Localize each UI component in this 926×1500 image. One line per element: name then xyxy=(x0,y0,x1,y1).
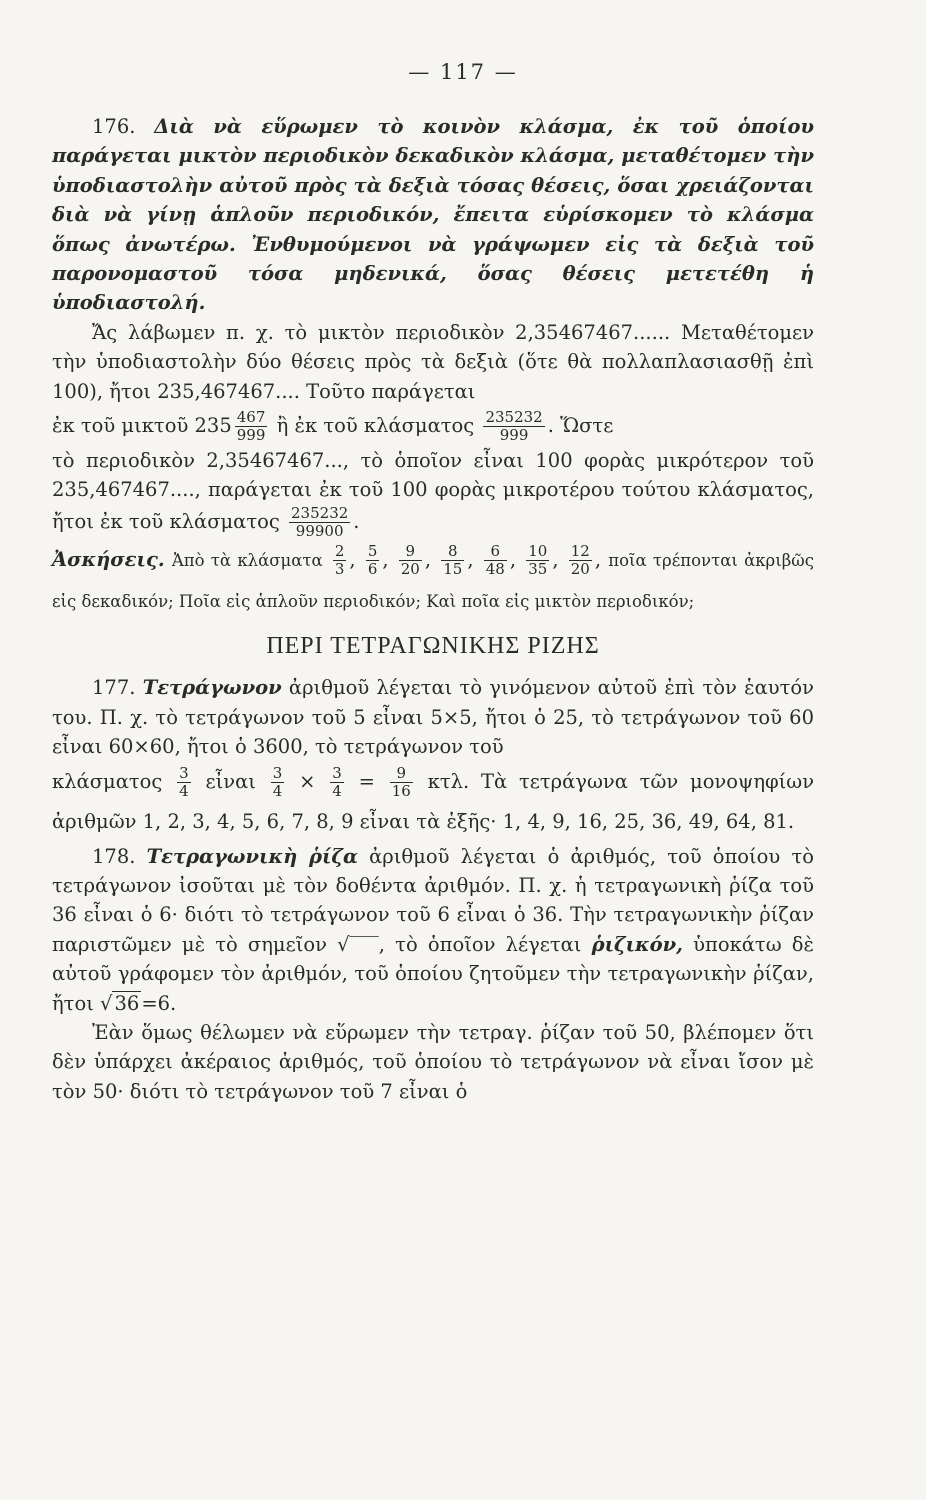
result-fraction: $\frac{235232}{99900}$ xyxy=(291,503,349,540)
section-heading: ΠΕΡΙ ΤΕΤΡΑΓΩΝΙΚΗΣ ΡΙΖΗΣ xyxy=(266,632,600,659)
term-square: Τετράγωνον xyxy=(142,676,282,700)
page-body xyxy=(52,112,814,1106)
section-177-fraction-line: κλάσματος $\frac{3}{4}$ εἶναι $\frac{3}{4}$ × $\frac{3}{4}$ = $\frac{9}{16}$ κτλ. Τὰ τετράγωνα τῶν μονοψηφίων ἀριθμῶν 1, 2, 3, 4, 5, 6, 7, 8, 9 εἶναι τὰ ἑξῆς· 1, 4, 9, 16, 25, 36, 49, 64, 81. xyxy=(52,763,815,833)
section-176-rule xyxy=(52,112,814,318)
section-177 xyxy=(52,673,814,761)
fraction: $\frac{3}{4}$ xyxy=(332,763,342,800)
exercise-fraction: $\frac{6}{48}$ xyxy=(485,541,505,578)
exercise-fraction: $\frac{8}{15}$ xyxy=(443,541,463,578)
section-177-text-1: ἀριθμοῦ λέγεται τὸ γινόμενον αὐτοῦ ἐπὶ τὸν ἑαυτόν του. Π. χ. τὸ τετράγωνον τοῦ 5 εἶναι 5×5, ἤτοι ὁ 25, τὸ τετράγωνον τοῦ 60 εἶναι 60×60, ἤτοι ὁ 3600, τὸ τετράγωνον τοῦ xyxy=(52,676,815,759)
exercises-intro: Ἀπὸ τὰ κλάσματα xyxy=(171,550,323,570)
fraction: $\frac{9}{16}$ xyxy=(391,763,411,800)
page-number: — 117 — xyxy=(408,60,518,84)
example-text-2b: ἢ ἐκ τοῦ κλάσματος xyxy=(276,414,475,438)
example-text-2a: ἐκ τοῦ μικτοῦ 235 xyxy=(52,414,232,438)
example-text-2c: . Ὥστε xyxy=(547,414,614,438)
section-176-rule-text: Διὰ νὰ εὕρωμεν τὸ κοινὸν κλάσμα, ἐκ τοῦ ὁποίου παράγεται μικτὸν περιοδικὸν δεκαδικὸν κλάσμα, μεταθέτομεν τὴν ὑποδιαστολὴν αὐτοῦ πρὸς τὰ δεξιὰ τόσας θέσεις, ὅσαι χρειάζονται διὰ νὰ γίνῃ ἁπλοῦν περιοδικόν, ἔπειτα εὑρίσκομεν τὸ κλάσμα ὅπως ἀνωτέρω. Ἐνθυμούμενοι νὰ γράψωμεν εἰς τὰ δεξιὰ τοῦ παρονομαστοῦ τόσα μηδενικά, ὅσας θέσεις μετετέθη ἡ ὑποδιαστολή. xyxy=(52,115,814,315)
term-square-root: Τετραγωνικὴ ῥίζα xyxy=(146,844,358,868)
mixed-fraction: $\frac{467}{999}$ xyxy=(236,408,266,445)
common-fraction: $\frac{235232}{999}$ xyxy=(485,408,543,445)
section-178-number: 178. xyxy=(92,844,136,868)
example-fraction-line xyxy=(52,406,814,446)
exercise-fraction: $\frac{2}{3}$ xyxy=(334,541,345,578)
section-176-number: 176. xyxy=(92,115,136,138)
example-text-1: Ἄς λάβωμεν π. χ. τὸ μικτὸν περιοδικὸν 2,35467467...... Μεταθέτομεν τὴν ὑποδιαστολὴν δύο θέσεις πρὸς τὰ δεξιὰ (ὅτε θὰ πολλαπλασιασθῇ ἐπὶ 100), ἤτοι 235,467467.... Τοῦτο παράγεται xyxy=(52,320,814,403)
sqrt-argument: 36 xyxy=(114,991,140,1015)
section-176-example xyxy=(52,318,814,406)
exercises-question: ποῖα τρέπονται ἀκριβῶς εἰς δεκαδικόν; Ποῖα εἰς ἁπλοῦν περιοδικόν; Καὶ ποῖα εἰς μικτὸν περιοδικόν; xyxy=(52,550,814,611)
term-radical: ῥιζικόν, xyxy=(591,932,683,956)
section-178: 178. Τετραγωνικὴ ῥίζα ἀριθμοῦ λέγεται ὁ ἀριθμός, τοῦ ὁποίου τὸ τετράγωνον ἰσοῦται μὲ τὸν δοθέντα ἀριθμόν. Π. χ. ἡ τετραγωνικὴ ῥίζα τοῦ 36 εἶναι ὁ 6· διότι τὸ τετράγωνον τοῦ 6 εἶναι ὁ 36. Τὴν τετραγωνικὴν ῥίζαν παριστῶμεν μὲ τὸ σημεῖον √‾‾‾, τὸ ὁποῖον λέγεται ῥιζικόν, ὑποκάτω δὲ αὐτοῦ γράφομεν τὸν ἀριθμόν, τοῦ ὁποίου ζητοῦμεν τὴν τετραγωνικὴν ῥίζαν, ἤτοι √ 36 =6. xyxy=(52,844,814,1015)
example-text-3: τὸ περιοδικὸν 2,35467467..., τὸ ὁποῖον εἶναι 100 φορὰς μικρότερον τοῦ 235,467467...., παράγεται ἐκ τοῦ 100 φορὰς μικροτέρου τούτου κλάσματος, ἤτοι ἐκ τοῦ κλάσματος xyxy=(52,449,814,533)
section-177-number: 177. xyxy=(92,676,136,700)
example-conclusion: τὸ περιοδικὸν 2,35467467..., τὸ ὁποῖον εἶναι 100 φορὰς μικρότερον τοῦ 235,467467...., παράγεται ἐκ τοῦ 100 φορὰς μικροτέρου τούτου κλάσματος, ἤτοι ἐκ τοῦ κλάσματος $\frac{235232}{99900}$ . xyxy=(52,449,814,540)
section-178-paragraph-2: Ἐὰν ὅμως θέλωμεν νὰ εὕρωμεν τὴν τετραγ. ῥίζαν τοῦ 50, βλέπομεν ὅτι δὲν ὑπάρχει ἀκέραιος ἀριθμός, τοῦ ὁποίου τὸ τετράγωνον νὰ εἶναι ἴσον μὲ τὸν 50· διότι τὸ τετράγωνον τοῦ 7 εἶναι ὁ xyxy=(52,1020,814,1103)
exercises-label: Ἀσκήσεις. xyxy=(52,547,165,571)
fraction: $\frac{3}{4}$ xyxy=(272,763,283,800)
exercise-fraction: $\frac{5}{6}$ xyxy=(367,541,378,578)
exercise-fraction: $\frac{12}{20}$ xyxy=(570,541,590,578)
exercises: Ἀσκήσεις. Ἀπὸ τὰ κλάσματα $\frac{2}{3}$ , $\frac{5}{6}$ , $\frac{9}{20}$ , $\frac{8}{15}$ , $\frac{6}{48}$ , $\frac{10}{35}$ , $\frac{12}{20}$ , ποῖα τρέπονται ἀκριβῶς εἰς δεκαδικόν; Ποῖα εἰς ἁπλοῦν περιοδικόν; Καὶ ποῖα εἰς μικτὸν περιοδικόν; xyxy=(52,541,814,611)
fraction: $\frac{3}{4}$ xyxy=(179,763,189,800)
exercise-fraction: $\frac{10}{35}$ xyxy=(528,541,548,578)
exercise-fraction: $\frac{9}{20}$ xyxy=(400,541,420,578)
